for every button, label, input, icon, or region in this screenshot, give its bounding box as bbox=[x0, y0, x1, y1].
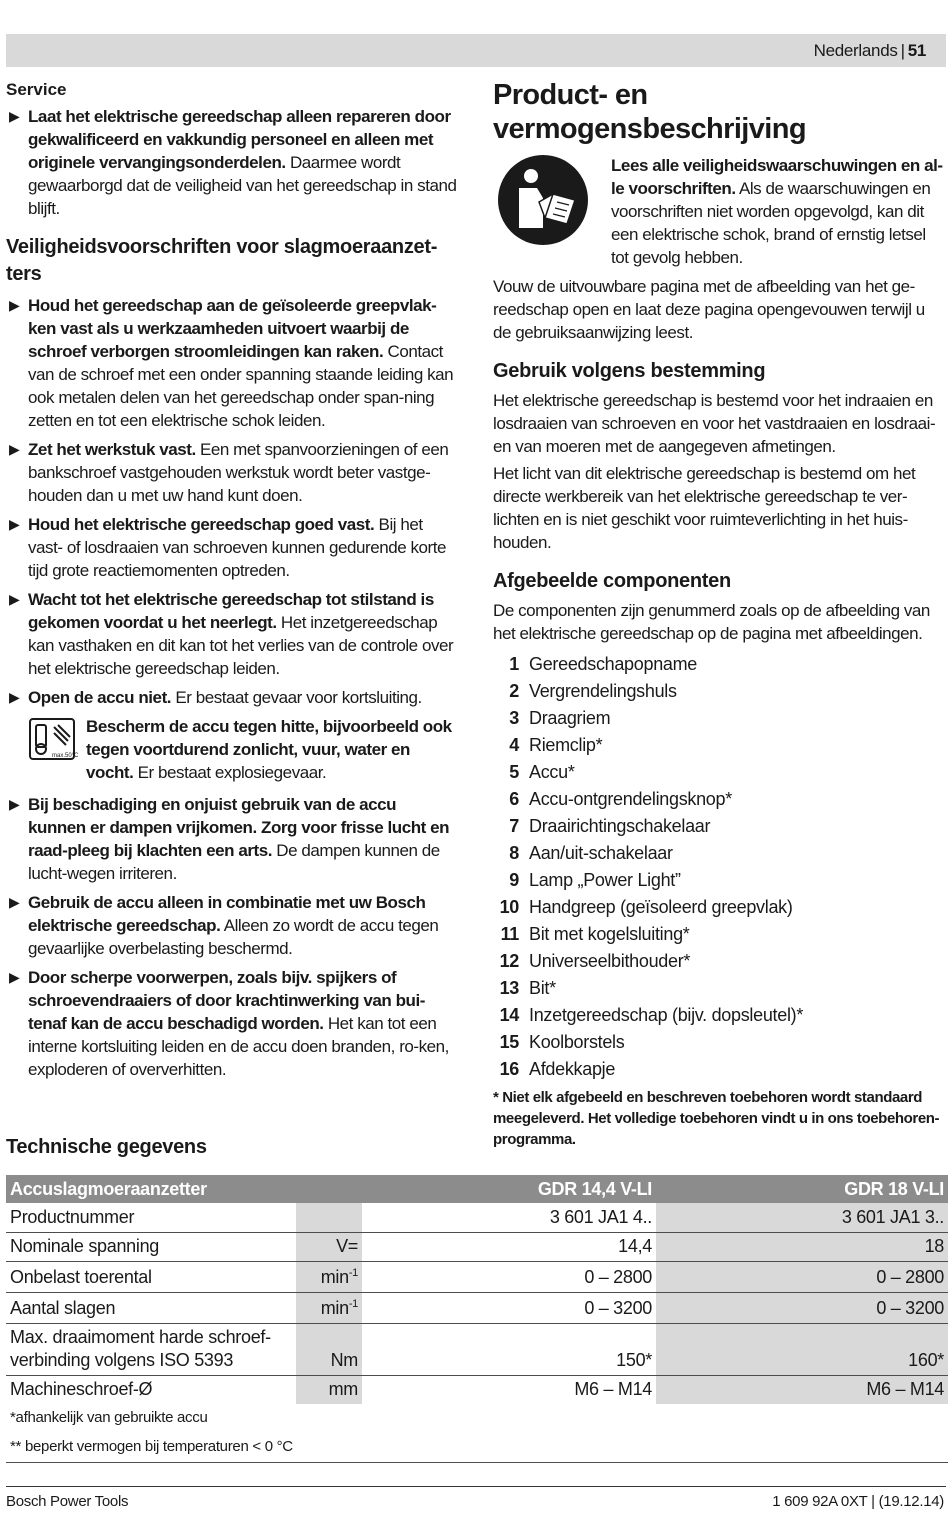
use-text-1: Het elektrische gereedschap is bestemd voor het indraaien en losdraaien van schroeven en voor het vastdraaien en losdraai-en van moeren met de aangegeven afmetingen. bbox=[493, 391, 936, 456]
left-column bbox=[6, 78, 458, 1081]
table-row bbox=[6, 1261, 948, 1292]
row-unit bbox=[296, 1323, 362, 1375]
list-item bbox=[493, 813, 946, 840]
components-intro: De componenten zijn genummerd zoals op de afbeelding van het elektrische gereedschap op de pagina met afbeeldingen. bbox=[493, 601, 930, 643]
svg-text:max.50°C: max.50°C bbox=[52, 753, 78, 759]
list-item bbox=[493, 894, 946, 921]
component-number: 1 bbox=[509, 654, 519, 674]
service-text: Daarmee wordt gewaarborgd dat de veiligheid van het gereedschap in stand blijft. bbox=[28, 153, 457, 218]
component-label: Accu-ontgrendelingsknop* bbox=[529, 789, 732, 809]
table-note-row bbox=[6, 1433, 948, 1462]
bullet-triangle-icon: ▶ bbox=[9, 516, 20, 532]
heat-bold: Bescherm de accu tegen hitte, bijvoorbeeld ook tegen voortdurend zonlicht, vuur, water en vocht. bbox=[86, 717, 452, 782]
component-number: 5 bbox=[509, 762, 519, 782]
component-number: 12 bbox=[499, 951, 519, 971]
service-bold-text: Laat het elektrische gereedschap alleen repareren door gekwalificeerd en vakkundig personeel en alleen met originele vervangingsonderdelen. bbox=[28, 107, 451, 172]
product-title: Product- en vermogensbeschrijving bbox=[493, 79, 806, 145]
list-item bbox=[493, 732, 946, 759]
bullet-text: Er bestaat gevaar voor kortsluiting. bbox=[171, 688, 422, 707]
component-label: Lamp „Power Light” bbox=[529, 870, 681, 890]
bullet-bold: Zet het werkstuk vast. bbox=[28, 440, 196, 459]
bullet-bold: Door scherpe voorwerpen, zoals bijv. spijkers of schroevendraaiers of door krachtinwerking van bui-tenaf kan de accu beschadigd worden. bbox=[28, 968, 425, 1033]
list-item bbox=[493, 651, 946, 678]
table-row bbox=[6, 1323, 948, 1375]
list-item bbox=[493, 867, 946, 894]
component-label: Gereedschapopname bbox=[529, 654, 698, 674]
component-label: Inzetgereedschap (bijv. dopsleutel)* bbox=[529, 1005, 804, 1025]
bullet-triangle-icon: ▶ bbox=[9, 894, 20, 910]
component-label: Bit* bbox=[529, 978, 556, 998]
row-unit bbox=[296, 1261, 362, 1292]
safety-bullet-6 bbox=[6, 793, 458, 885]
unit-text: V= bbox=[336, 1235, 358, 1256]
heat-warning-text bbox=[78, 715, 458, 784]
list-item bbox=[493, 948, 946, 975]
safety-bullet-5 bbox=[6, 686, 458, 709]
service-title: Service bbox=[6, 80, 67, 99]
read-instructions bbox=[493, 154, 946, 269]
list-item bbox=[493, 759, 946, 786]
row-value-2: 18 bbox=[656, 1232, 948, 1261]
component-label: Riemclip* bbox=[529, 735, 603, 755]
table-row bbox=[6, 1292, 948, 1323]
safety-bullet-8 bbox=[6, 966, 458, 1081]
bullet-triangle-icon: ▶ bbox=[9, 108, 20, 124]
read-manual-icon bbox=[493, 154, 597, 246]
components-note: * Niet elk afgebeeld en beschreven toebehoren wordt standaard meegeleverd. Het volledige toebehoren vindt u in ons toebehoren-programma. bbox=[493, 1089, 940, 1148]
row-value-2: 3 601 JA1 3.. bbox=[656, 1203, 948, 1232]
header-bar bbox=[6, 34, 946, 67]
table-note-2: ** beperkt vermogen bij temperaturen < 0 °C bbox=[6, 1433, 948, 1462]
use-text-2: Het licht van dit elektrische gereedschap is bestemd om het directe werkbereik van het elektrische gereedschap te ver-lichten en is niet geschikt voor ruimteverlichting in het huis-houden. bbox=[493, 464, 916, 552]
bullet-triangle-icon: ▶ bbox=[9, 796, 20, 812]
list-item bbox=[493, 786, 946, 813]
component-number: 13 bbox=[499, 978, 519, 998]
use-title: Gebruik volgens bestemming bbox=[493, 360, 766, 382]
bullet-triangle-icon: ▶ bbox=[9, 297, 20, 313]
component-number: 3 bbox=[509, 708, 519, 728]
service-bullet bbox=[6, 105, 458, 220]
unit-sup: -1 bbox=[348, 1266, 358, 1279]
table-header-model-1: GDR 14,4 V-LI bbox=[362, 1175, 656, 1203]
bullet-triangle-icon: ▶ bbox=[9, 441, 20, 457]
component-label: Koolborstels bbox=[529, 1032, 625, 1052]
component-number: 9 bbox=[509, 870, 519, 890]
row-value-1: 150* bbox=[362, 1323, 656, 1375]
row-value-2: 0 – 3200 bbox=[656, 1292, 948, 1323]
table-note-row bbox=[6, 1404, 948, 1433]
component-label: Draagriem bbox=[529, 708, 611, 728]
table-header-row bbox=[6, 1175, 948, 1203]
safety-bullet-2 bbox=[6, 438, 458, 507]
bullet-triangle-icon: ▶ bbox=[9, 689, 20, 705]
bullet-bold: Houd het elektrische gereedschap goed vast. bbox=[28, 515, 375, 534]
tech-table bbox=[6, 1175, 948, 1463]
footer-divider bbox=[6, 1486, 946, 1487]
bullet-triangle-icon: ▶ bbox=[9, 591, 20, 607]
unit-text: min bbox=[320, 1266, 349, 1287]
row-label: Onbelast toerental bbox=[6, 1261, 296, 1292]
component-number: 7 bbox=[509, 816, 519, 836]
tech-title: Technische gegevens bbox=[6, 1136, 207, 1158]
bullet-text: Het kan tot een interne kortsluiting leiden en de accu doen branden, ro-ken, exploderen of oververhitten. bbox=[28, 1014, 449, 1079]
list-item bbox=[493, 1029, 946, 1056]
safety-title: Veiligheidsvoorschriften voor slagmoeraanzet-ters bbox=[6, 236, 438, 285]
component-label: Handgreep (geïsoleerd greepvlak) bbox=[529, 897, 793, 917]
list-item bbox=[493, 678, 946, 705]
bullet-text: Bij het vast- of losdraaien van schroeven kunnen gedurende korte tijd grote reactiemomenten optreden. bbox=[28, 515, 447, 580]
row-value-1: 14,4 bbox=[362, 1232, 656, 1261]
safety-bullet-4 bbox=[6, 588, 458, 680]
components-title: Afgebeelde componenten bbox=[493, 570, 731, 592]
list-item bbox=[493, 975, 946, 1002]
row-value-2: M6 – M14 bbox=[656, 1375, 948, 1404]
row-value-1: 0 – 3200 bbox=[362, 1292, 656, 1323]
bullet-bold: Houd het gereedschap aan de geïsoleerde greepvlak-ken vast als u werkzaamheden uitvoert waarbij de schroef verborgen stroomleidingen kan raken. bbox=[28, 296, 437, 361]
table-row bbox=[6, 1203, 948, 1232]
bullet-triangle-icon: ▶ bbox=[9, 969, 20, 985]
unit-text: Nm bbox=[330, 1349, 358, 1370]
component-label: Universeelbithouder* bbox=[529, 951, 691, 971]
bullet-text: Contact van de schroef met een onder spanning staande leiding kan ook metalen delen van het gereedschap onder span-ning zetten en tot een elektrische schok leiden. bbox=[28, 342, 454, 430]
bullet-text: Een met spanvoorzieningen of een bankschroef vastgehouden werkstuk wordt beter vastge-houden dan u met uw hand kunt doen. bbox=[28, 440, 449, 505]
bullet-text: De dampen kunnen de lucht-wegen irriteren. bbox=[28, 841, 440, 883]
table-header-model-2: GDR 18 V-LI bbox=[656, 1175, 948, 1203]
component-number: 10 bbox=[499, 897, 519, 917]
table-row bbox=[6, 1375, 948, 1404]
row-value-2: 160* bbox=[656, 1323, 948, 1375]
component-label: Bit met kogelsluiting* bbox=[529, 924, 690, 944]
safety-bullet-1 bbox=[6, 294, 458, 432]
list-item bbox=[493, 840, 946, 867]
list-item bbox=[493, 1002, 946, 1029]
row-value-1: 3 601 JA1 4.. bbox=[362, 1203, 656, 1232]
component-label: Vergrendelingshuls bbox=[529, 681, 677, 701]
row-unit bbox=[296, 1375, 362, 1404]
battery-heat-icon bbox=[28, 715, 78, 763]
right-column bbox=[493, 78, 946, 1150]
table-header-label: Accuslagmoeraanzetter bbox=[6, 1175, 362, 1203]
safety-bullet-7 bbox=[6, 891, 458, 960]
row-label: Aantal slagen bbox=[6, 1292, 296, 1323]
footer-doc-id: 1 609 92A 0XT | (19.12.14) bbox=[772, 1493, 944, 1510]
bullet-bold: Wacht tot het elektrische gereedschap tot stilstand is gekomen voordat u het neerlegt. bbox=[28, 590, 434, 632]
header-separator: | bbox=[900, 41, 905, 60]
row-label: Max. draaimoment harde schroef-verbinding volgens ISO 5393 bbox=[6, 1323, 296, 1375]
component-number: 11 bbox=[500, 924, 519, 944]
unit-sup: -1 bbox=[348, 1297, 358, 1310]
fold-text: Vouw de uitvouwbare pagina met de afbeelding van het ge-reedschap open en laat deze pagina opengevouwen terwijl u de gebruiksaanwijzing leest. bbox=[493, 277, 925, 342]
component-label: Accu* bbox=[529, 762, 575, 782]
heat-warning bbox=[6, 715, 458, 784]
row-value-2: 0 – 2800 bbox=[656, 1261, 948, 1292]
header-language: Nederlands bbox=[813, 41, 898, 60]
list-item bbox=[493, 705, 946, 732]
row-label: Nominale spanning bbox=[6, 1232, 296, 1261]
safety-bullet-3 bbox=[6, 513, 458, 582]
bullet-bold: Bij beschadiging en onjuist gebruik van de accu kunnen er dampen vrijkomen. Zorg voor frisse lucht en raad-pleeg bij klachten een arts. bbox=[28, 795, 450, 860]
component-number: 6 bbox=[509, 789, 519, 809]
row-value-1: M6 – M14 bbox=[574, 1379, 652, 1399]
component-number: 14 bbox=[499, 1005, 519, 1025]
bullet-text: Alleen zo wordt de accu tegen gevaarlijke overbelasting beschermd. bbox=[28, 916, 439, 958]
component-label: Afdekkapje bbox=[529, 1059, 616, 1079]
table-note-1: *afhankelijk van gebruikte accu bbox=[10, 1409, 208, 1426]
list-item bbox=[493, 1056, 946, 1083]
component-number: 8 bbox=[509, 843, 519, 863]
row-label: Productnummer bbox=[6, 1203, 296, 1232]
footer-brand: Bosch Power Tools bbox=[6, 1493, 129, 1510]
bullet-text: Het inzetgereedschap kan vasthaken en dit kan tot het verlies van de controle over het elektrische gereedschap leiden. bbox=[28, 613, 454, 678]
bullet-bold: Gebruik de accu alleen in combinatie met uw Bosch elektrische gereedschap. bbox=[28, 893, 426, 935]
component-number: 2 bbox=[509, 681, 519, 701]
read-text bbox=[597, 154, 946, 269]
component-label: Draairichtingschakelaar bbox=[529, 816, 711, 836]
read-bold: Lees alle veiligheidswaarschuwingen en al-le voorschriften. bbox=[611, 156, 943, 198]
read-normal: Als de waarschuwingen en voorschriften niet worden opgevolgd, kan dit een elektrische schok, brand of ernstig letsel tot gevolg hebben. bbox=[611, 179, 931, 267]
row-label: Machineschroef-Ø bbox=[10, 1379, 153, 1399]
component-number: 4 bbox=[509, 735, 519, 755]
component-number: 16 bbox=[499, 1059, 519, 1079]
component-number: 15 bbox=[499, 1032, 519, 1052]
heat-text: Er bestaat explosiegevaar. bbox=[133, 763, 327, 782]
page-header bbox=[814, 39, 926, 62]
row-value-1: 0 – 2800 bbox=[362, 1261, 656, 1292]
row-unit bbox=[296, 1203, 362, 1232]
components-list bbox=[493, 651, 946, 1083]
table-row bbox=[6, 1232, 948, 1261]
row-unit bbox=[296, 1232, 362, 1261]
list-item bbox=[493, 921, 946, 948]
unit-text: mm bbox=[328, 1379, 358, 1399]
row-unit bbox=[296, 1292, 362, 1323]
component-label: Aan/uit-schakelaar bbox=[529, 843, 673, 863]
page-number: 51 bbox=[907, 41, 926, 60]
unit-text: min bbox=[320, 1297, 349, 1318]
bullet-bold: Open de accu niet. bbox=[28, 688, 172, 707]
